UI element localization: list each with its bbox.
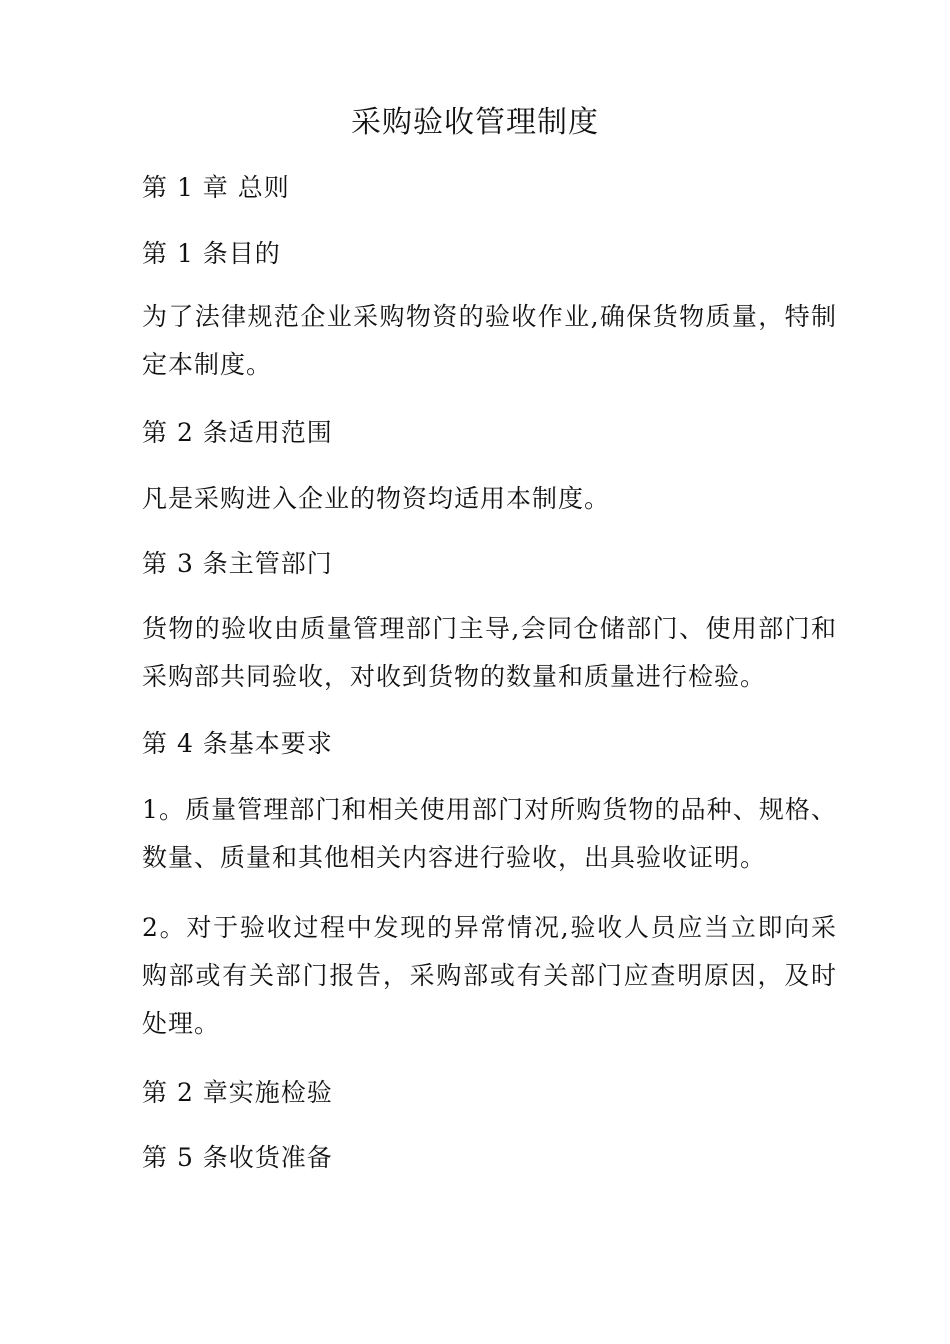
body-paragraph: 为了法律规范企业采购物资的验收作业,确保货物质量，特制定本制度。 — [142, 302, 837, 379]
article-heading: 第 4 条基本要求 — [142, 729, 333, 758]
chapter-heading: 第 2 章实施检验 — [142, 1078, 333, 1107]
body-paragraph: 1。质量管理部门和相关使用部门对所购货物的品种、规格、数量、质量和其他相关内容进行验收，出具验收证明。 — [142, 795, 837, 872]
article-heading: 第 5 条收货准备 — [142, 1143, 333, 1172]
body-paragraph: 凡是采购进入企业的物资均适用本制度。 — [142, 484, 611, 513]
chapter-heading: 第 1 章 总则 — [142, 173, 290, 202]
body-paragraph: 货物的验收由质量管理部门主导,会同仓储部门、使用部门和采购部共同验收，对收到货物的数量和质量进行检验。 — [142, 614, 837, 691]
article-heading: 第 1 条目的 — [142, 239, 281, 268]
article-heading: 第 2 条适用范围 — [142, 418, 333, 447]
body-paragraph: 2。对于验收过程中发现的异常情况,验收人员应当立即向采购部或有关部门报告，采购部或有关部门应查明原因，及时处理。 — [142, 913, 837, 1038]
article-heading: 第 3 条主管部门 — [142, 549, 333, 578]
document-title: 采购验收管理制度 — [351, 105, 599, 140]
